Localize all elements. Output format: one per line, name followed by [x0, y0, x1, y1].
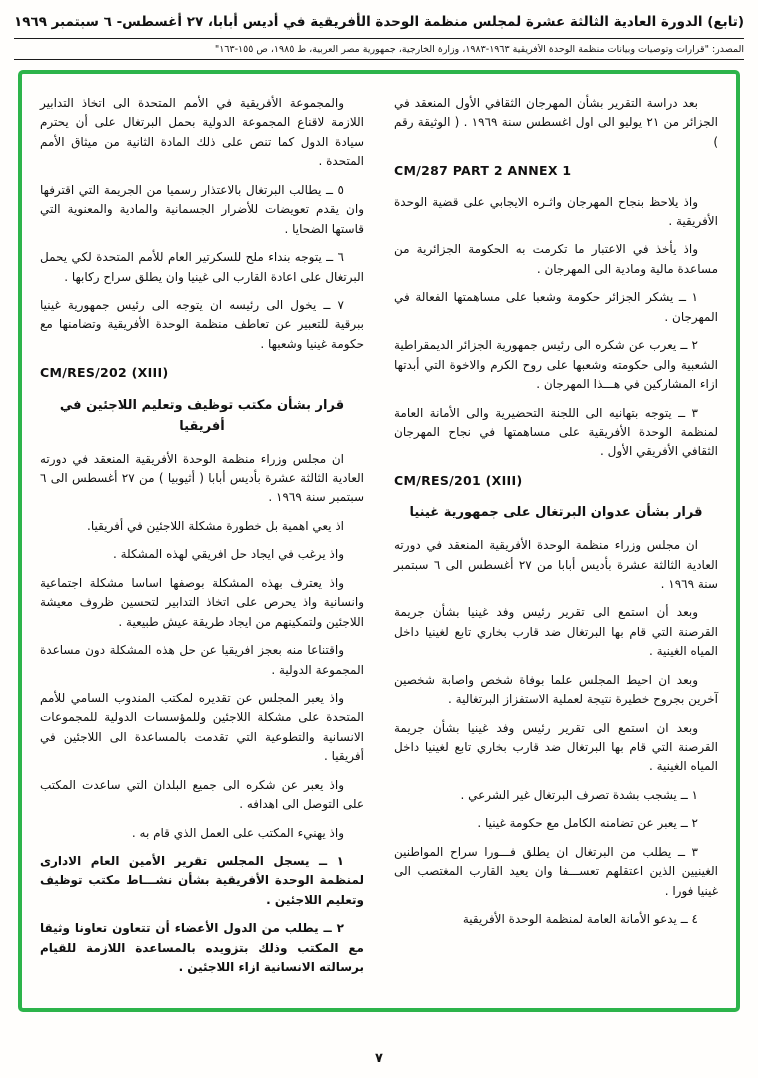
paragraph: وبعد ان استمع الى تقرير رئيس وفد غينيا بشأن جريمة القرصنة التي قام بها البرتغال ضد قارب بخاري تابع لغينيا داخل المياه الغينية .	[394, 720, 718, 774]
source-citation: المصدر: "قرارات وتوصيات وبيانات منظمة الوحدة الأفريقية ١٩٦٣-١٩٨٣، وزارة الخارجية، جمهورية مصر العربية، ط ١٩٨٥، ص ١٥٥-١٦٣"	[214, 44, 744, 55]
green-content-frame	[18, 70, 740, 1012]
paragraph: واذ يعبر عن شكره الى جميع البلدان التي ساعدت المكتب على التوصل الى اهدافه .	[40, 777, 364, 812]
paragraph: ١ ــ يشكر الجزائر حكومة وشعبا على مساهمتها الفعالة في المهرجان .	[394, 290, 718, 324]
header-divider-bottom	[14, 59, 744, 60]
paragraph: واقتناعا منه بعجز افريقيا عن حل هذه المشكلة دون مساعدة المجموعة الدولية .	[40, 643, 364, 677]
paragraph: ان مجلس وزراء منظمة الوحدة الأفريقية المنعقد في دورته العادية الثالثة عشرة بأديس أبابا ( أثيوبيا ) من ٢٧ أغسطس الى ٦ سبتمبر سنة ١٩٦٩ .	[40, 451, 364, 505]
column-left	[40, 94, 364, 1000]
paragraph: ٢ ــ يعبر عن تضامنه الكامل مع حكومة غينيا .	[477, 816, 698, 831]
paragraph: ٤ ــ يدعو الأمانة العامة لمنظمة الوحدة الأفريقية	[462, 912, 698, 927]
paragraph: ٢ ــ يعرب عن شكره الى رئيس جمهورية الجزائر الديمقراطية الشعبية والى حكومته وشعبها على روح الكرم والاخوة التي أبدتها ازاء المشاركين في هـــذا المهرجان .	[394, 338, 718, 392]
paragraph: واذ يهنيء المكتب على العمل الذي قام به .	[131, 825, 344, 840]
page-number: ٧	[375, 1051, 383, 1066]
paragraph: واذ يرغب في ايجاد حل افريقي لهذه المشكلة .	[112, 547, 344, 562]
document-reference: CM/287 PART 2 ANNEX 1	[394, 163, 572, 179]
paragraph: اذ يعي اهمية بل خطورة مشكلة اللاجئين في أفريقيا.	[87, 518, 344, 533]
paragraph: وبعد ان احيط المجلس علما بوفاة شخص واصابة شخصين آخرين بجروح خطيرة نتيجة لعملية الاستفزاز البرتغالية .	[394, 672, 718, 707]
paragraph: والمجموعة الأفريقية في الأمم المتحدة الى اتخاذ التدابير اللازمة لاقناع المجموعة الدولية بحمل البرتغال على أن يحترم سيادة الدول كما تنص على ذلك المادة الثانية من ميثاق الأمم المتحدة .	[40, 96, 364, 169]
paragraph: بعد دراسة التقرير بشأن المهرجان الثقافي الأول المنعقد في الجزائر من ٢١ يوليو الى اول اغسطس سنة ١٩٦٩ . ( الوثيقة رقم )	[394, 96, 718, 149]
page-footer	[0, 1047, 758, 1066]
paragraph: ان مجلس وزراء منظمة الوحدة الأفريقية المنعقد في دورته العادية الثالثة عشرة بأديس أبابا من ٢٧ أغسطس الى ٦ سبتمبر سنة ١٩٦٩ .	[394, 538, 718, 591]
paragraph: ١ ــ يسجل المجلس تقرير الأمين العام الادارى لمنظمة الوحدة الأفريقية بشأن نشـــاط مكتب توظيف وتعليم اللاجئين .	[40, 854, 364, 907]
document-reference: CM/RES/201 (XIII)	[394, 472, 523, 488]
paragraph: واذ يأخذ في الاعتبار ما تكرمت به الحكومة الجزائرية من مساعدة مالية ومادية الى المهرجان .	[394, 242, 718, 276]
paragraph: ١ ــ يشجب بشدة تصرف البرتغال غير الشرعي .	[460, 787, 698, 802]
paragraph: واذ يعترف بهذه المشكلة بوصفها اساسا مشكلة اجتماعية وانسانية واذ يحرص على اتخاذ التدابير لتحسين ظروف معيشة اللاجئين ولتمكينهم من ايجاد طريقة عيش طبيعية .	[40, 575, 364, 629]
header-divider-top	[14, 38, 744, 39]
paragraph: واذ يعبر المجلس عن تقديره لمكتب المندوب السامي للأمم المتحدة على مشكلة اللاجئين وللمؤسسات الدولية للمجموعات الانسانية والتطوعية التي تقدمت بالمساعدة الى اللاجئين في أفريقيا .	[40, 690, 364, 764]
session-title: (تابع) الدورة العادية الثالثة عشرة لمجلس منظمة الوحدة الأفريقية في أديس أبابا، ٢٧ أغسطس- ٦ سبتمبر ١٩٦٩	[13, 14, 745, 30]
paragraph: وبعد أن استمع الى تقرير رئيس وفد غينيا بشأن جريمة القرصنة التي قام بها البرتغال ضد قارب بخاري تابع لغينيا داخل المياه الغينية .	[394, 605, 718, 659]
paragraph: ٦ ــ يتوجه بنداء ملح للسكرتير العام للأمم المتحدة لكي يحمل البرتغال على اعادة القارب الى غينيا وان يطلق سراح ركابها .	[40, 250, 364, 284]
paragraph: ٢ ــ يطلب من الدول الأعضاء أن تتعاون تعاونا وثيقا مع المكتب وذلك بتزويده بالمساعدة اللازمة للقيام برسالته الانسانية ازاء اللاجئين .	[40, 921, 364, 975]
paragraph: واذ يلاحظ بنجاح المهرجان واثـره الايجابي على قضية الوحدة الأفريقية .	[394, 194, 718, 228]
paragraph: ٥ ــ يطالب البرتغال بالاعتذار رسميا من الجريمة التي اقترفها وان يقدم تعويضات للأضرار الجسمانية والمادية والمعنوية التي قاستها الضحايا .	[40, 182, 364, 236]
resolution-title: قرار بشأن عدوان البرتغال على جمهورية غينيا	[409, 505, 703, 521]
paragraph: ٧ ــ يخول الى رئيسه ان يتوجه الى رئيس جمهورية غينيا ببرقية للتعبير عن تعاطف منظمة الوحدة الأفريقية وتضامنها مع حكومة غينيا وشعبها .	[40, 297, 364, 351]
document-reference: CM/RES/202 (XIII)	[40, 365, 169, 381]
paragraph: ٣ ــ يتوجه بتهانيه الى اللجنة التحضيرية والى الأمانة العامة لمنظمة الوحدة الأفريقية على مساهمتها في نجاح المهرجان الثقافي الأفريقي الأول .	[394, 405, 718, 459]
paragraph: ٣ ــ يطلب من البرتغال ان يطلق فـــورا سراح المواطنين الغينيين الذين اعتقلهم تعســـفا وان يعيد القارب المغتصب الى غينيا فورا .	[394, 844, 718, 898]
resolution-title: قرار بشأن مكتب توظيف وتعليم اللاجئين في أفريقيا	[59, 397, 345, 434]
column-right	[394, 94, 718, 1000]
page-header	[0, 0, 758, 60]
